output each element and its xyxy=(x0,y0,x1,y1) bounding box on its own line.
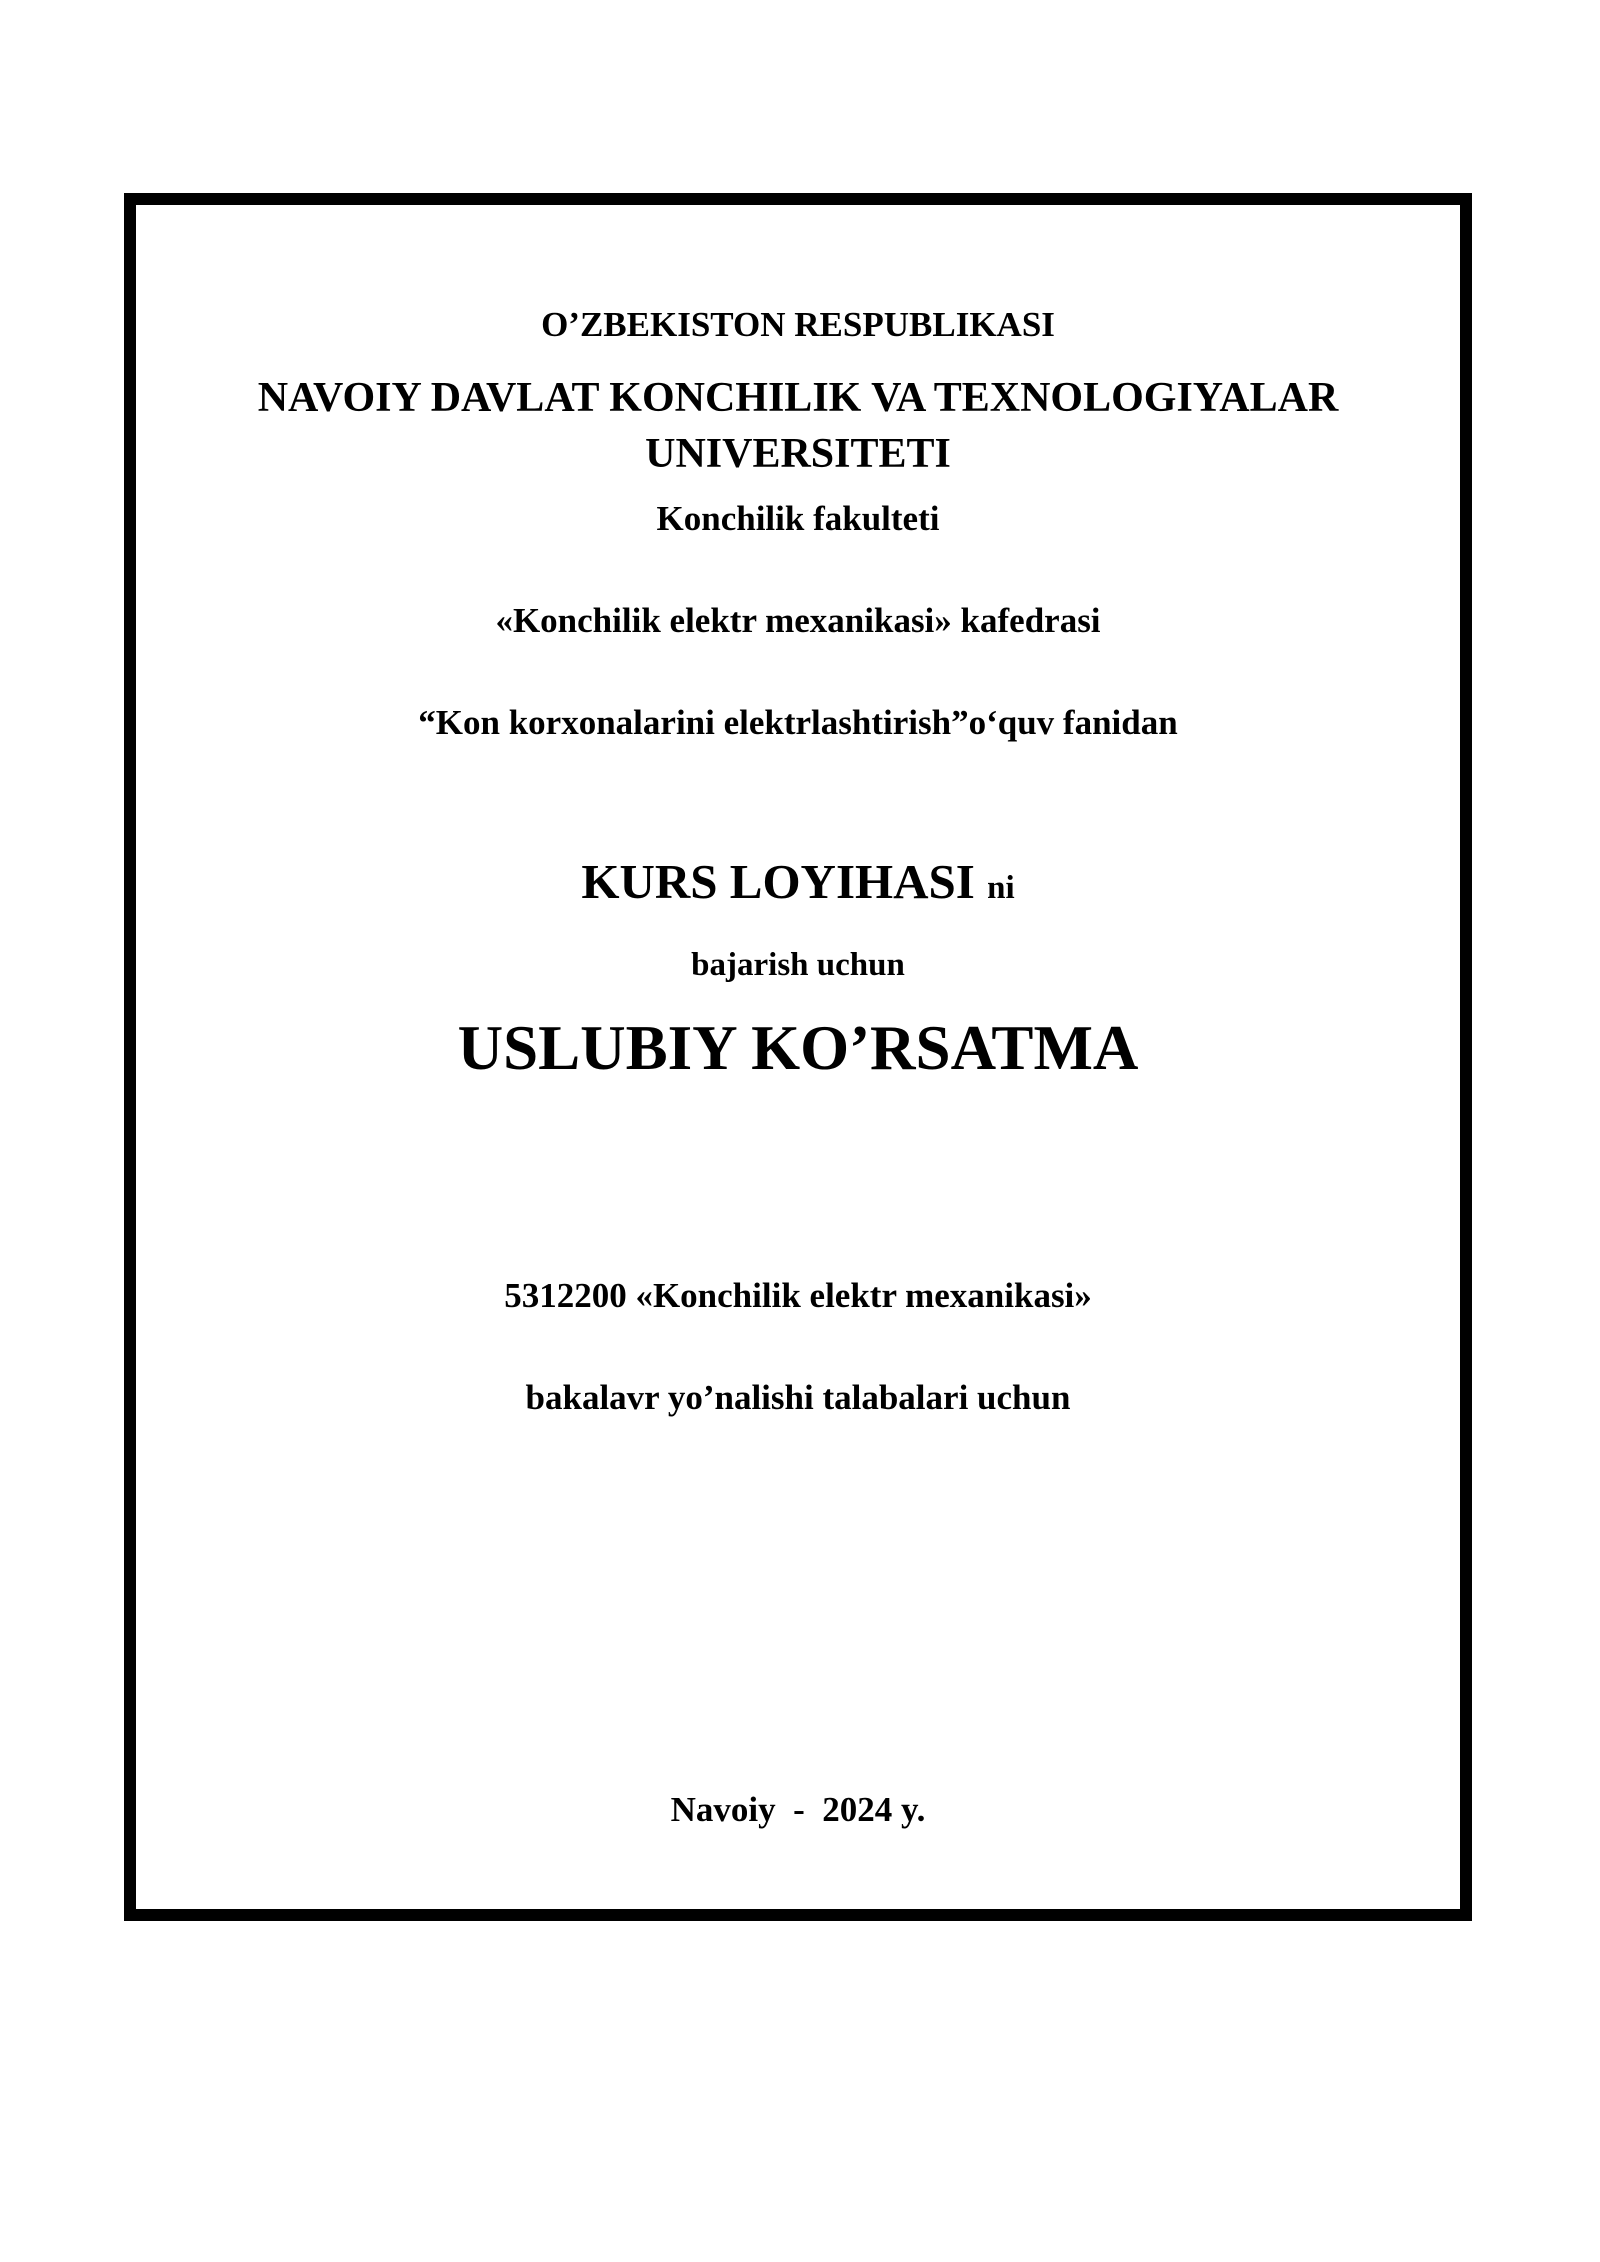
purpose-line: bajarish uchun xyxy=(691,947,905,983)
department-name: «Konchilik elektr mexanikasi» kafedrasi xyxy=(495,601,1101,640)
course-project-suffix: ni xyxy=(987,870,1015,906)
course-project-heading xyxy=(136,854,1460,909)
students-line: bakalavr yo’nalishi talabalari uchun xyxy=(525,1378,1071,1417)
city-year: Navoiy - 2024 y. xyxy=(670,1790,926,1829)
course-project-main: KURS LOYIHASI xyxy=(581,854,975,909)
republic-heading: O’ZBEKISTON RESPUBLIKASI xyxy=(541,305,1055,344)
subject-name: “Kon korxonalarini elektrlashtirish”o‘quv fanidan xyxy=(418,703,1178,742)
university-name: NAVOIY DAVLAT KONCHILIK VA TEXNOLOGIYALAR UNIVERSITETI xyxy=(257,375,1339,477)
document-type-title: USLUBIY KO’RSATMA xyxy=(457,1013,1139,1083)
specialty-line: 5312200 «Konchilik elektr mexanikasi» xyxy=(504,1276,1092,1315)
title-page-frame xyxy=(124,193,1472,1921)
faculty-name: Konchilik fakulteti xyxy=(656,499,940,538)
